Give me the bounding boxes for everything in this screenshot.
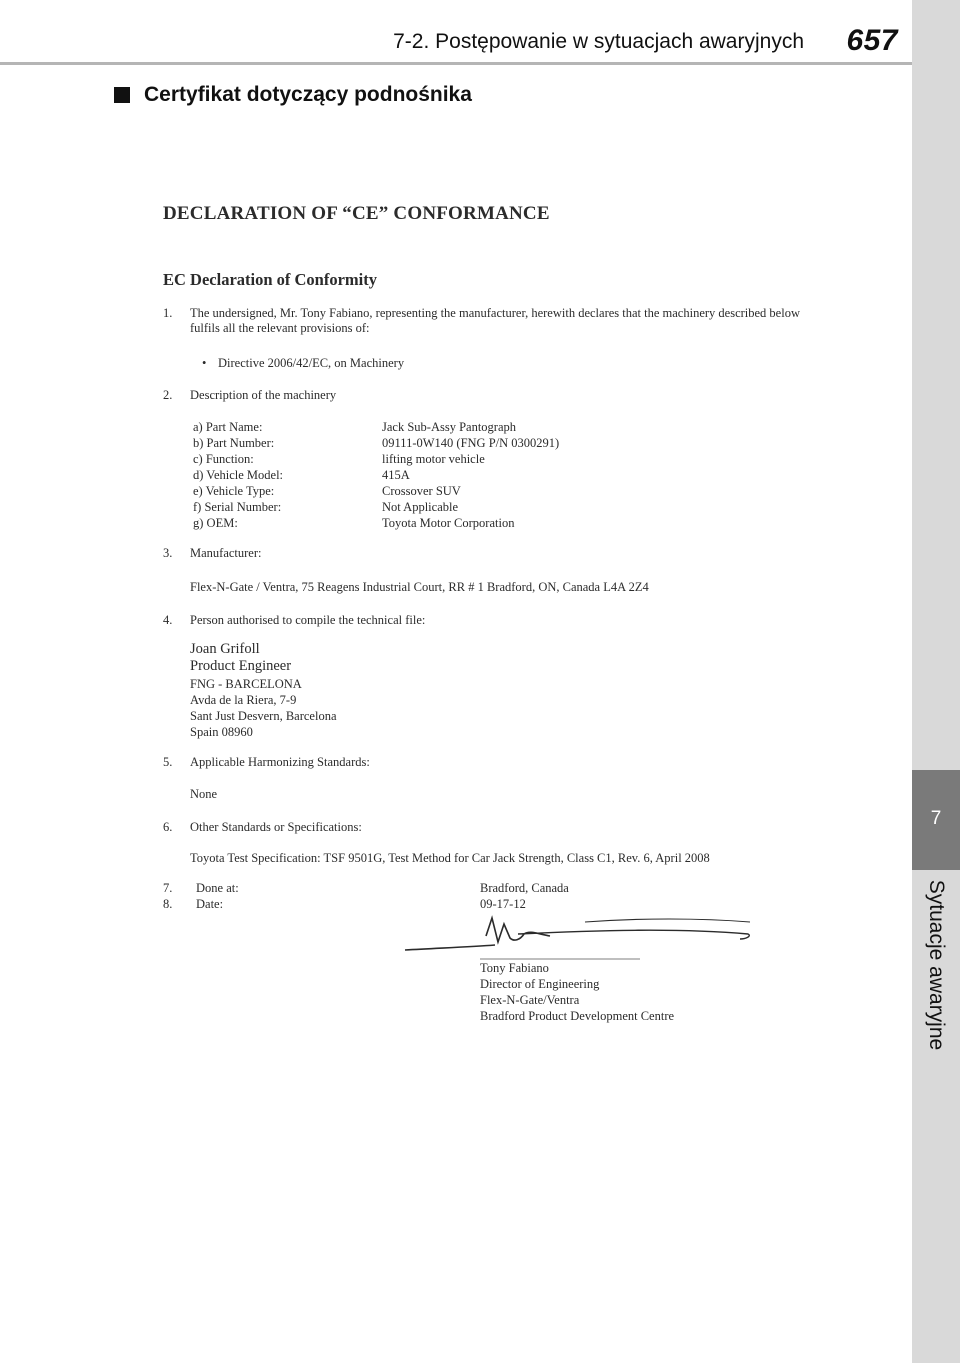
spec-label: a) Part Name: [193,420,263,434]
item-text: Description of the machinery [190,388,337,402]
item-text: fulfils all the relevant provisions of: [190,321,370,335]
contact-name: Joan Grifoll [190,641,260,657]
contact-address-line: Avda de la Riera, 7-9 [190,693,297,707]
chapter-tab-number: 7 [930,808,942,829]
spec-value: Not Applicable [382,500,459,514]
chapter-title: 7-2. Postępowanie w sytuacjach awaryjnych [393,30,804,53]
document-subtitle: EC Declaration of Conformity [163,270,378,289]
contact-role: Product Engineer [190,658,292,674]
item-text: The undersigned, Mr. Tony Fabiano, representing the manufacturer, herewith declares that the machinery described below [190,306,800,320]
spec-label: f) Serial Number: [193,500,282,514]
item-number: 3. [163,546,173,560]
spec-value: lifting motor vehicle [382,452,485,466]
contact-address-line: Sant Just Desvern, Barcelona [190,709,337,723]
spec-label: d) Vehicle Model: [193,468,284,482]
spec-label: e) Vehicle Type: [193,484,275,498]
item-text: Applicable Harmonizing Standards: [190,755,370,769]
spec-label: b) Part Number: [193,436,275,450]
section-heading-text: Certyfikat dotyczący podnośnika [144,83,472,106]
handwritten-signature [400,912,760,972]
page-number: 657 [846,24,898,57]
manufacturer-address: Flex-N-Gate / Ventra, 75 Reagens Industrial Court, RR # 1 Bradford, ON, Canada L4A 2Z4 [190,580,649,594]
contact-address-line: Spain 08960 [190,725,253,739]
signatory-line: Bradford Product Development Centre [480,1009,675,1023]
signatory-line: Director of Engineering [480,977,600,991]
spec-value: Toyota Motor Corporation [382,516,515,530]
done-at-label: Done at: [196,881,239,895]
chapter-tab [912,770,960,870]
item-number: 2. [163,388,173,402]
bullet-dot: • [202,356,207,370]
item-number: 1. [163,306,173,320]
spec-value: Crossover SUV [382,484,461,498]
item-number: 4. [163,613,173,627]
date-value: 09-17-12 [480,897,526,911]
item-text: Manufacturer: [190,546,262,560]
signatory-line: Flex-N-Gate/Ventra [480,993,580,1007]
item-text: Person authorised to compile the technical file: [190,613,426,627]
spec-value: 415A [382,468,410,482]
item-number: 5. [163,755,173,769]
directive-text: Directive 2006/42/EC, on Machinery [218,356,405,370]
chapter-tab-label: Sytuacje awaryjne [925,879,948,1051]
spec-label: c) Function: [193,452,254,466]
item-number: 7. [163,881,173,895]
document-title: DECLARATION OF “CE” CONFORMANCE [163,203,550,224]
item-number: 6. [163,820,173,834]
specification-value: Toyota Test Specification: TSF 9501G, Test Method for Car Jack Strength, Class C1, Rev. 6, April 2008 [190,851,710,865]
standards-value: None [190,787,218,801]
side-strip [912,0,960,1363]
spec-value: 09111-0W140 (FNG P/N 0300291) [382,436,560,450]
spec-label: g) OEM: [193,516,238,530]
item-text: Other Standards or Specifications: [190,820,362,834]
done-at-value: Bradford, Canada [480,881,569,895]
spec-value: Jack Sub-Assy Pantograph [382,420,517,434]
item-number: 8. [163,897,173,911]
contact-address-line: FNG - BARCELONA [190,677,302,691]
date-label: Date: [196,897,224,911]
signatory-line: Tony Fabiano [480,961,549,975]
